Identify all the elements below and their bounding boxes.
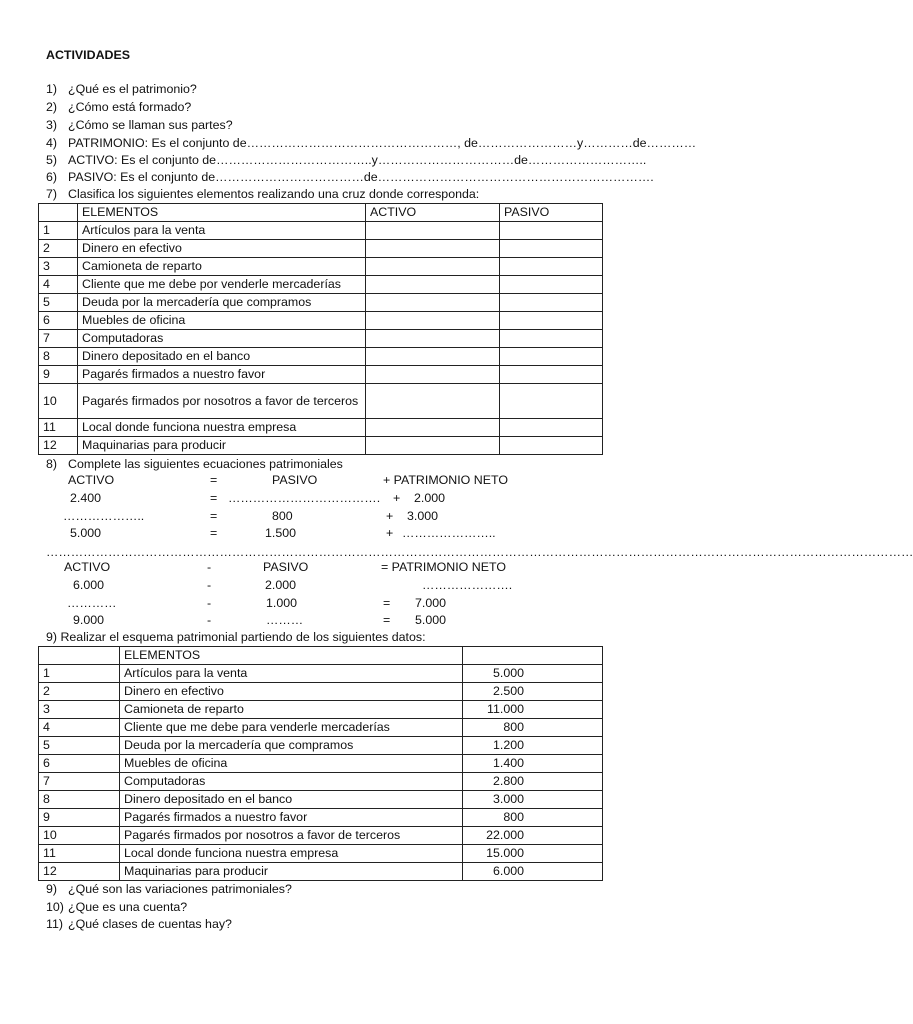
row-value: 1.200 — [463, 737, 603, 755]
row-number: 8 — [39, 348, 78, 366]
question-text: PASIVO: Es el conjunto de………………………………de…………………………………………………………. — [68, 170, 654, 184]
eq2-activo-value[interactable]: ………… — [67, 596, 117, 610]
row-number: 11 — [39, 845, 120, 863]
question-2 — [46, 98, 191, 116]
row-item: Deuda por la mercadería que compramos — [120, 737, 463, 755]
row-value: 2.500 — [463, 683, 603, 701]
dotted-separator: ………………………………………………………………………………………………………………………………………………………………………………………… — [46, 545, 913, 559]
table-row — [39, 827, 603, 845]
question-text: Complete las siguientes ecuaciones patrimoniales — [68, 457, 343, 471]
row-item: Artículos para la venta — [120, 665, 463, 683]
row-item: Pagarés firmados a nuestro favor — [78, 366, 366, 384]
row-item: Cliente que me debe para venderle mercaderías — [120, 719, 463, 737]
eq2-activo-header: ACTIVO — [64, 560, 111, 574]
question-number: 5) — [46, 153, 58, 167]
row-item: Cliente que me debe por venderle mercaderías — [78, 276, 366, 294]
header-pasivo: PASIVO — [500, 204, 603, 222]
header-number — [39, 204, 78, 222]
eq1-pn-value[interactable]: ………………….. — [402, 526, 496, 540]
eq2-operator: - — [207, 596, 212, 610]
activo-cell[interactable] — [366, 276, 500, 294]
pasivo-cell[interactable] — [500, 240, 603, 258]
question-5 — [46, 151, 646, 169]
row-value: 5.000 — [463, 665, 603, 683]
eq2-operator: = — [383, 613, 391, 627]
row-item: Computadoras — [120, 773, 463, 791]
question-number: 11) — [46, 917, 63, 931]
row-value: 15.000 — [463, 845, 603, 863]
classification-table — [38, 203, 603, 455]
row-number: 9 — [39, 809, 120, 827]
row-number: 1 — [39, 222, 78, 240]
row-number: 5 — [39, 737, 120, 755]
eq1-pn-value[interactable]: 3.000 — [407, 509, 439, 523]
pasivo-cell[interactable] — [500, 312, 603, 330]
row-item: Muebles de oficina — [120, 755, 463, 773]
header-activo: ACTIVO — [366, 204, 500, 222]
eq2-operator: = — [383, 596, 391, 610]
row-item: Pagarés firmados por nosotros a favor de terceros — [120, 827, 463, 845]
row-number: 3 — [39, 701, 120, 719]
row-number: 4 — [39, 719, 120, 737]
table-row — [39, 755, 603, 773]
row-value: 3.000 — [463, 791, 603, 809]
activo-cell[interactable] — [366, 330, 500, 348]
activo-cell[interactable] — [366, 384, 500, 419]
question-text: PATRIMONIO: Es el conjunto de……………………………………………, de……………………y…………de………… — [68, 136, 697, 150]
eq1-operator: = — [210, 491, 218, 505]
row-number: 5 — [39, 294, 78, 312]
eq2-pn-value[interactable]: 7.000 — [415, 596, 447, 610]
table-row — [39, 384, 603, 419]
eq1-operator-header: = — [210, 473, 218, 487]
pasivo-cell[interactable] — [500, 437, 603, 455]
header-value — [463, 647, 603, 665]
table-row — [39, 276, 603, 294]
eq1-pasivo-value[interactable]: 800 — [272, 509, 293, 523]
question-text: ¿Qué clases de cuentas hay? — [68, 917, 232, 931]
row-number: 1 — [39, 665, 120, 683]
eq1-activo-value[interactable]: 5.000 — [70, 526, 102, 540]
row-number: 7 — [39, 773, 120, 791]
question-number: 7) — [46, 187, 58, 201]
row-item: Pagarés firmados a nuestro favor — [120, 809, 463, 827]
question-number: 1) — [46, 82, 58, 96]
header-number — [39, 647, 120, 665]
question-text: ¿Qué son las variaciones patrimoniales? — [68, 882, 292, 896]
header-elementos: ELEMENTOS — [78, 204, 366, 222]
eq1-pasivo-value[interactable]: 1.500 — [265, 526, 297, 540]
pasivo-cell[interactable] — [500, 222, 603, 240]
eq2-pasivo-value[interactable]: 2.000 — [265, 578, 297, 592]
eq2-pn-header: = PATRIMONIO NETO — [381, 560, 506, 574]
page-title: ACTIVIDADES — [46, 48, 130, 62]
row-number: 11 — [39, 419, 78, 437]
row-value: 1.400 — [463, 755, 603, 773]
pasivo-cell[interactable] — [500, 330, 603, 348]
table-row — [39, 791, 603, 809]
row-number: 10 — [39, 384, 78, 419]
table-row — [39, 294, 603, 312]
pasivo-cell[interactable] — [500, 258, 603, 276]
row-item: Computadoras — [78, 330, 366, 348]
row-number: 2 — [39, 240, 78, 258]
eq2-pasivo-value[interactable]: ……… — [266, 613, 304, 627]
eq1-operator: = — [210, 526, 218, 540]
row-item: Dinero depositado en el banco — [78, 348, 366, 366]
eq1-operator: + — [393, 491, 401, 505]
table-row — [39, 330, 603, 348]
row-item: Local donde funciona nuestra empresa — [78, 419, 366, 437]
table-row — [39, 683, 603, 701]
table-row — [39, 312, 603, 330]
eq2-pasivo-header: PASIVO — [263, 560, 309, 574]
question-number: 9) — [46, 882, 58, 896]
question-1 — [46, 80, 197, 98]
eq2-pn-value[interactable]: 5.000 — [415, 613, 447, 627]
activo-cell[interactable] — [366, 366, 500, 384]
question-6 — [46, 168, 654, 186]
row-item: Pagarés firmados por nosotros a favor de terceros — [78, 384, 366, 419]
question-text: ¿Qué es el patrimonio? — [68, 82, 197, 96]
eq1-pasivo-header: PASIVO — [272, 473, 318, 487]
activo-cell[interactable] — [366, 348, 500, 366]
row-number: 7 — [39, 330, 78, 348]
row-value: 800 — [463, 809, 603, 827]
header-elementos: ELEMENTOS — [120, 647, 463, 665]
table-row — [39, 701, 603, 719]
table-row — [39, 366, 603, 384]
row-item: Muebles de oficina — [78, 312, 366, 330]
pasivo-cell[interactable] — [500, 384, 603, 419]
table-row — [39, 419, 603, 437]
pasivo-cell[interactable] — [500, 419, 603, 437]
question-3 — [46, 116, 233, 134]
eq1-pn-value[interactable]: 2.000 — [414, 491, 446, 505]
eq2-pasivo-value[interactable]: 1.000 — [266, 596, 298, 610]
eq1-pasivo-value[interactable]: ………………………………. — [228, 491, 381, 505]
row-number: 12 — [39, 437, 78, 455]
table-row — [39, 348, 603, 366]
table-row — [39, 222, 603, 240]
eq1-pn-header: + PATRIMONIO NETO — [383, 473, 508, 487]
eq2-activo-value[interactable]: 6.000 — [73, 578, 105, 592]
row-item: Maquinarias para producir — [78, 437, 366, 455]
row-item: Deuda por la mercadería que compramos — [78, 294, 366, 312]
row-item: Local donde funciona nuestra empresa — [120, 845, 463, 863]
question-9-heading: 9) Realizar el esquema patrimonial partiendo de los siguientes datos: — [46, 630, 426, 644]
pasivo-cell[interactable] — [500, 276, 603, 294]
activo-cell[interactable] — [366, 240, 500, 258]
question-11 — [46, 915, 232, 933]
row-value: 800 — [463, 719, 603, 737]
table-row — [39, 437, 603, 455]
row-number: 6 — [39, 312, 78, 330]
eq1-operator: + — [386, 509, 394, 523]
activo-cell[interactable] — [366, 258, 500, 276]
eq2-operator-header: - — [207, 560, 212, 574]
pasivo-cell[interactable] — [500, 294, 603, 312]
row-item: Artículos para la venta — [78, 222, 366, 240]
question-text: ¿Cómo se llaman sus partes? — [68, 118, 233, 132]
question-text: ACTIVO: Es el conjunto de………………………………..y……………………………de……………………….. — [68, 153, 647, 167]
table-row — [39, 719, 603, 737]
question-number: 8) — [46, 457, 58, 471]
row-number: 2 — [39, 683, 120, 701]
activo-cell[interactable] — [366, 419, 500, 437]
activo-cell[interactable] — [366, 437, 500, 455]
eq2-operator: - — [207, 613, 212, 627]
question-number: 6) — [46, 170, 58, 184]
row-value: 2.800 — [463, 773, 603, 791]
activo-cell[interactable] — [366, 294, 500, 312]
row-number: 10 — [39, 827, 120, 845]
question-number: 2) — [46, 100, 58, 114]
row-item: Dinero en efectivo — [78, 240, 366, 258]
row-number: 4 — [39, 276, 78, 294]
question-7 — [46, 185, 479, 203]
eq1-activo-header: ACTIVO — [68, 473, 115, 487]
table-row — [39, 863, 603, 881]
question-4 — [46, 134, 696, 152]
row-value: 6.000 — [463, 863, 603, 881]
question-10 — [46, 898, 187, 916]
eq2-pn-value[interactable]: …………………. — [422, 578, 513, 592]
table-row — [39, 773, 603, 791]
table-row — [39, 665, 603, 683]
eq1-operator: = — [210, 509, 218, 523]
table-header-row — [39, 647, 603, 665]
table-row — [39, 258, 603, 276]
question-9b — [46, 880, 292, 898]
pasivo-cell[interactable] — [500, 348, 603, 366]
eq2-activo-value[interactable]: 9.000 — [73, 613, 105, 627]
pasivo-cell[interactable] — [500, 366, 603, 384]
question-number: 10) — [46, 900, 64, 914]
patrimonial-data-table — [38, 646, 603, 881]
table-row — [39, 845, 603, 863]
question-number: 4) — [46, 136, 58, 150]
row-number: 6 — [39, 755, 120, 773]
table-row — [39, 737, 603, 755]
row-item: Dinero depositado en el banco — [120, 791, 463, 809]
eq1-activo-value[interactable]: 2.400 — [70, 491, 102, 505]
activo-cell[interactable] — [366, 222, 500, 240]
question-number: 3) — [46, 118, 58, 132]
row-item: Camioneta de reparto — [78, 258, 366, 276]
eq1-activo-value[interactable]: ……………….. — [63, 509, 145, 523]
table-row — [39, 809, 603, 827]
table-header-row — [39, 204, 603, 222]
row-number: 8 — [39, 791, 120, 809]
activo-cell[interactable] — [366, 312, 500, 330]
question-text: ¿Que es una cuenta? — [68, 900, 188, 914]
row-value: 11.000 — [463, 701, 603, 719]
row-number: 9 — [39, 366, 78, 384]
table-row — [39, 240, 603, 258]
eq2-operator: - — [207, 578, 212, 592]
row-item: Maquinarias para producir — [120, 863, 463, 881]
question-text: ¿Cómo está formado? — [68, 100, 192, 114]
row-value: 22.000 — [463, 827, 603, 845]
row-item: Dinero en efectivo — [120, 683, 463, 701]
eq1-operator: + — [386, 526, 394, 540]
question-text: Clasifica los siguientes elementos realizando una cruz donde corresponda: — [68, 187, 480, 201]
row-number: 3 — [39, 258, 78, 276]
row-number: 12 — [39, 863, 120, 881]
row-item: Camioneta de reparto — [120, 701, 463, 719]
